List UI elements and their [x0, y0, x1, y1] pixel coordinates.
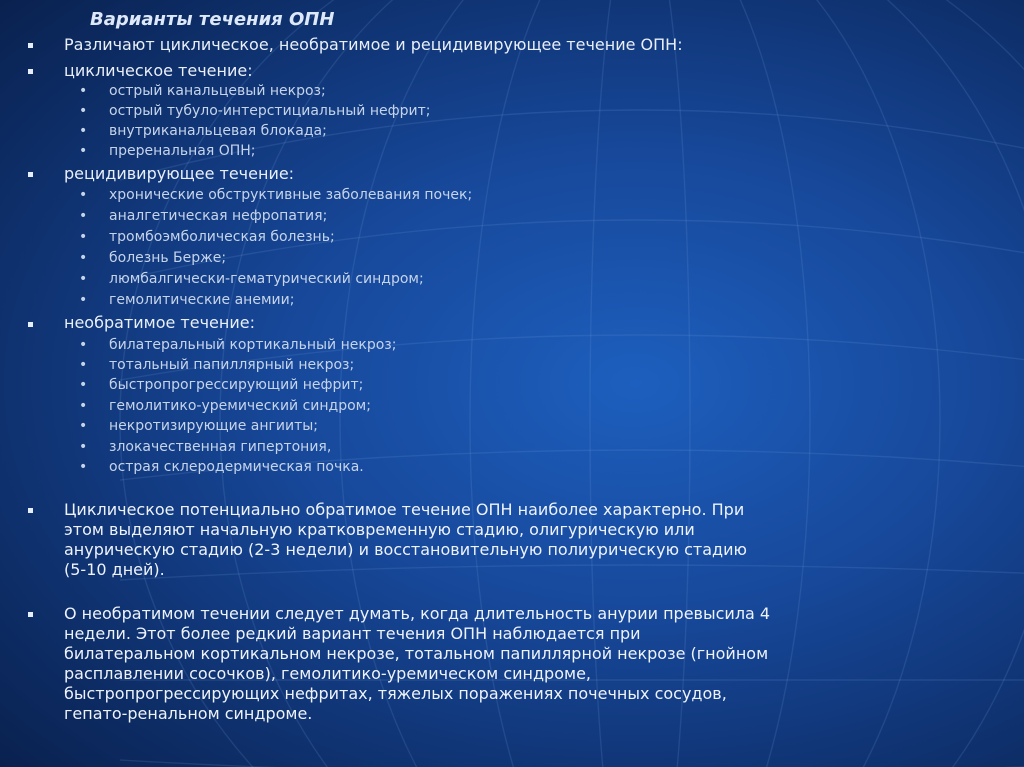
bullet-icon: • — [79, 337, 88, 353]
bullet-icon: • — [79, 83, 88, 99]
square-bullet-icon — [28, 508, 33, 513]
bullet-icon: • — [79, 229, 88, 245]
list-item: • злокачественная гипертония, — [79, 439, 332, 455]
bullet-icon: • — [79, 271, 88, 287]
bullet-icon: • — [79, 208, 88, 224]
bullet-icon: • — [79, 250, 88, 266]
square-bullet-icon — [28, 322, 33, 327]
bullet-icon: • — [79, 103, 88, 119]
bullet-icon: • — [79, 357, 88, 373]
bullet-icon: • — [79, 398, 88, 414]
list-item: • острый тубуло-интерстициальный нефрит; — [79, 103, 431, 119]
intro-text: Различают циклическое, необратимое и рецидивирующее течение ОПН: — [64, 35, 683, 54]
bullet-icon: • — [79, 377, 88, 393]
paragraph-cyclic-course: Циклическое потенциально обратимое течение ОПН наиболее характерно. При этом выделяют начальную кратковременную стадию, олигурическую или анурическую стадию (2-3 недели) и восстановительную полиурическую стадию (5-10 дней). — [64, 500, 747, 579]
list-item: • некротизирующие ангииты; — [79, 418, 318, 434]
list-item: • хронические обструктивные заболевания почек; — [79, 187, 473, 203]
group-heading-irreversible: необратимое течение: — [64, 313, 255, 332]
list-item: • гемолитические анемии; — [79, 292, 295, 308]
bullet-icon: • — [79, 459, 88, 475]
list-item: • острый канальцевый некроз; — [79, 83, 326, 99]
group-heading-cyclic: циклическое течение: — [64, 61, 253, 80]
square-bullet-icon — [28, 43, 33, 48]
group-heading-recurrent: рецидивирующее течение: — [64, 164, 295, 183]
list-item: • внутриканальцевая блокада; — [79, 123, 327, 139]
bullet-icon: • — [79, 187, 88, 203]
list-item: • быстропрогрессирующий нефрит; — [79, 377, 364, 393]
list-item: • тотальный папиллярный некроз; — [79, 357, 355, 373]
bullet-icon: • — [79, 439, 88, 455]
square-bullet-icon — [28, 612, 33, 617]
list-item: • преренальная ОПН; — [79, 143, 256, 159]
square-bullet-icon — [28, 172, 33, 177]
list-item: • тромбоэмболическая болезнь; — [79, 229, 335, 245]
list-item: • аналгетическая нефропатия; — [79, 208, 328, 224]
square-bullet-icon — [28, 69, 33, 74]
list-item: • люмбалгически-гематурический синдром; — [79, 271, 424, 287]
bullet-icon: • — [79, 143, 88, 159]
bullet-icon: • — [79, 418, 88, 434]
paragraph-irreversible-course: О необратимом течении следует думать, когда длительность анурии превысила 4 недели. Этот более редкий вариант течения ОПН наблюдается при билатеральном кортикальном некрозе, тотальном папиллярной некрозе (гнойном расплавлении сосочков), гемолитико-уремическом синдроме, быстропрогрессирующих нефритах, тяжелых поражениях почечных сосудов, гепато-ренальном синдроме. — [64, 604, 771, 723]
list-item: • острая склеродермическая почка. — [79, 459, 364, 475]
slide-title: Варианты течения ОПН — [90, 9, 335, 30]
bullet-icon: • — [79, 123, 88, 139]
list-item: • гемолитико-уремический синдром; — [79, 398, 371, 414]
list-item: • билатеральный кортикальный некроз; — [79, 337, 397, 353]
list-item: • болезнь Берже; — [79, 250, 227, 266]
bullet-icon: • — [79, 292, 88, 308]
